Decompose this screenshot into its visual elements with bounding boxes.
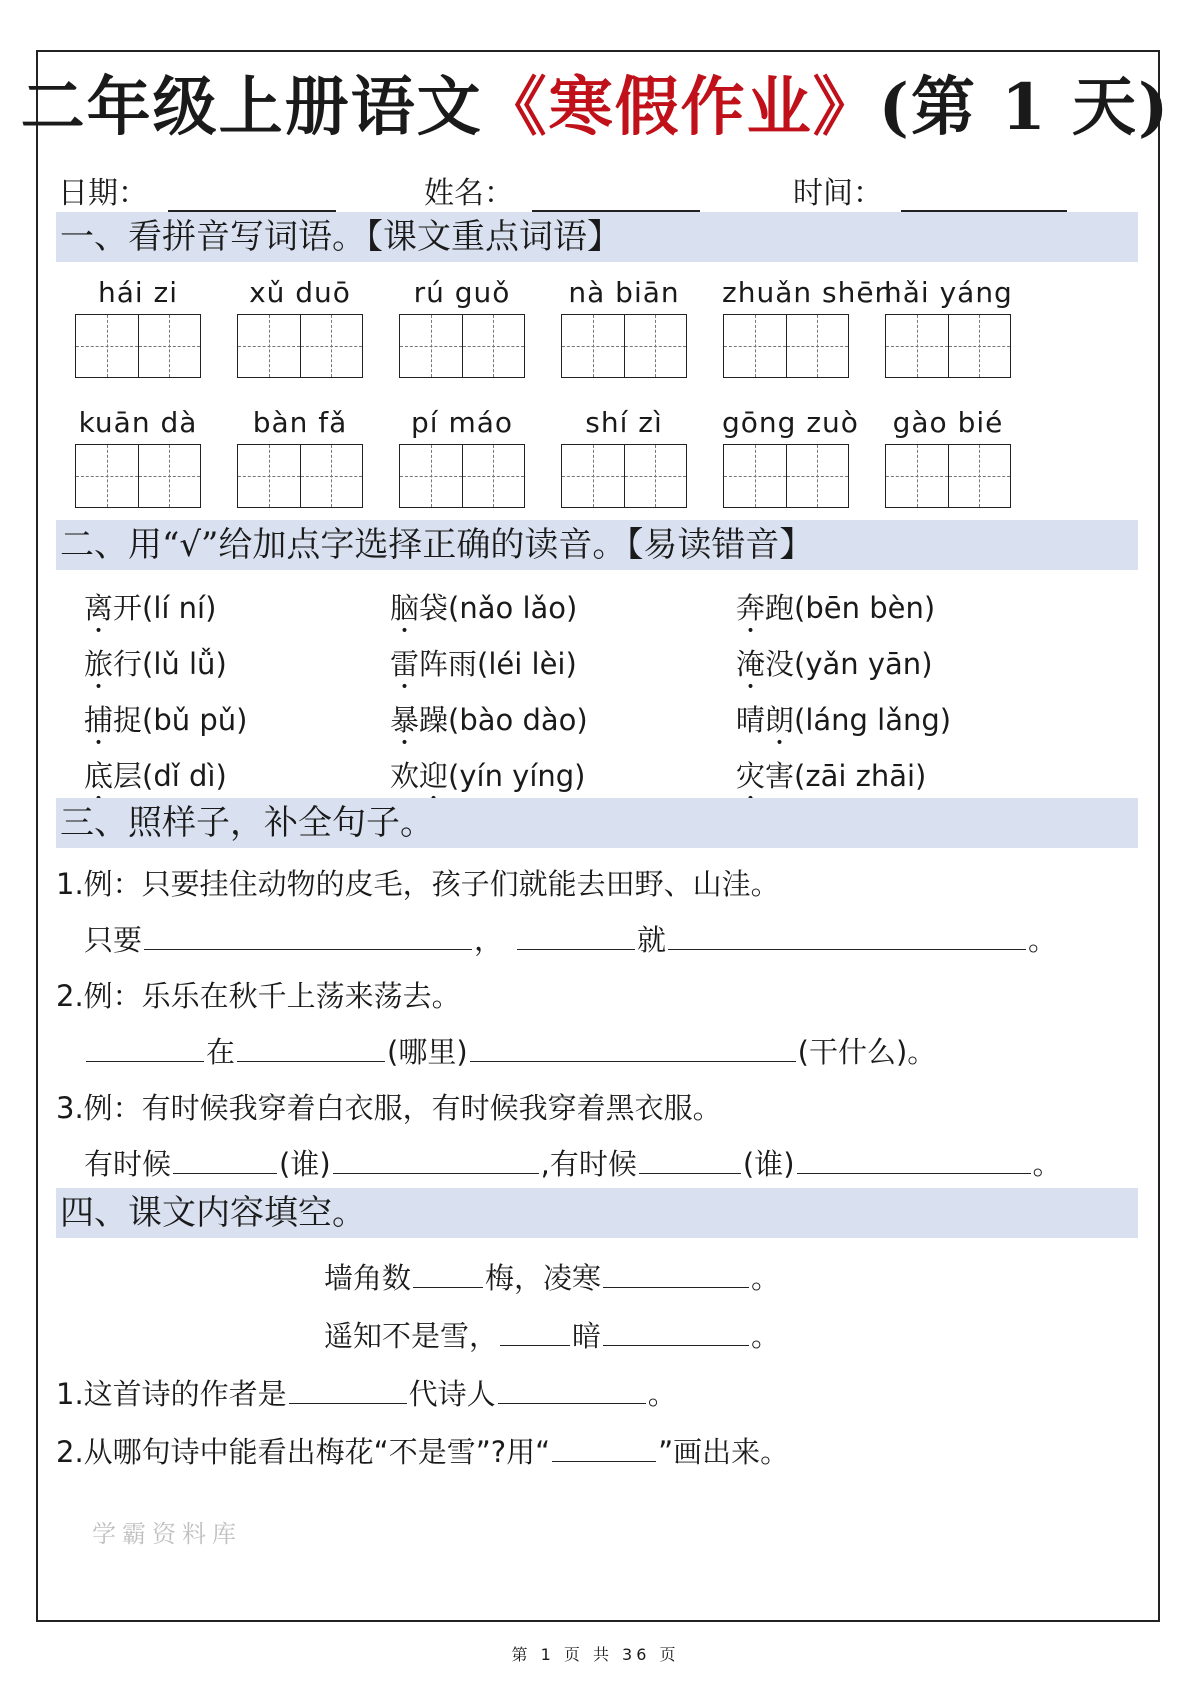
reading-choice[interactable]: 晴朗(láng lǎng)	[736, 703, 952, 737]
dotted-char: 离	[84, 591, 114, 625]
section1-heading: 一、看拼音写词语。【课文重点词语】	[56, 212, 1138, 262]
blank[interactable]	[498, 1373, 646, 1404]
section3-heading: 三、照样子，补全句子。	[56, 798, 1138, 848]
pinyin-text: gōng zuò	[722, 406, 859, 439]
dotted-char: 捕	[84, 703, 114, 737]
question-1: 1.这首诗的作者是 代诗人 。	[56, 1372, 677, 1413]
pinyin-item	[884, 402, 1012, 508]
title-suffix: (第 1 天)	[878, 70, 1171, 145]
pinyin-text: gào bié	[892, 406, 1004, 439]
poem-line-1: 墙角数 梅，凌寒 。	[324, 1256, 780, 1297]
dotted-char: 脑	[390, 591, 420, 625]
blank[interactable]	[797, 1143, 1031, 1174]
blank[interactable]	[668, 919, 1026, 950]
name-label: 姓名：	[424, 176, 514, 211]
dotted-char: 底	[84, 759, 114, 793]
blank[interactable]	[289, 1373, 407, 1404]
pinyin-item	[722, 272, 894, 378]
blank[interactable]	[237, 1031, 385, 1062]
pinyin-item	[398, 402, 526, 508]
pinyin-text: hǎi yáng	[884, 276, 1013, 309]
pinyin-item	[236, 402, 364, 508]
pinyin-text: pí máo	[410, 406, 514, 439]
blank[interactable]	[413, 1257, 483, 1288]
writing-grid[interactable]	[885, 314, 1011, 378]
writing-grid[interactable]	[237, 314, 363, 378]
reading-choice[interactable]: 脑袋(nǎo lǎo)	[390, 591, 578, 625]
pinyin-item	[74, 402, 202, 508]
pinyin-text: kuān dà	[78, 406, 198, 439]
blank[interactable]	[470, 1031, 796, 1062]
blank[interactable]	[517, 919, 635, 950]
example-sentence-2: 2.例：乐乐在秋千上荡来荡去。	[56, 979, 461, 1013]
writing-grid[interactable]	[885, 444, 1011, 508]
blank[interactable]	[86, 1031, 204, 1062]
pinyin-item	[236, 272, 364, 378]
pinyin-text: rú guǒ	[413, 276, 511, 309]
title-prefix: 二年级上册语文	[20, 70, 483, 145]
dotted-char: 灾	[736, 759, 766, 793]
pinyin-item	[560, 402, 688, 508]
writing-grid[interactable]	[561, 314, 687, 378]
dotted-char: 奔	[736, 591, 766, 625]
section4-heading: 四、课文内容填空。	[56, 1188, 1138, 1238]
section2-heading: 二、用“√”给加点字选择正确的读音。【易读错音】	[56, 520, 1138, 570]
dotted-char: 暴	[390, 703, 420, 737]
watermark: 学霸资料库	[92, 1520, 242, 1548]
pinyin-text: shí zì	[585, 406, 663, 439]
reading-choice[interactable]: 淹没(yǎn yān)	[736, 647, 933, 681]
reading-choice[interactable]: 雷阵雨(léi lèi)	[390, 647, 577, 681]
blank[interactable]	[552, 1431, 656, 1462]
poem-line-2: 遥知不是雪， 暗 。	[324, 1314, 780, 1355]
writing-grid[interactable]	[723, 314, 849, 378]
name-input-line[interactable]	[532, 178, 700, 212]
fill-sentence-2: 在 (哪里) (干什么)。	[84, 1030, 936, 1071]
blank[interactable]	[500, 1315, 570, 1346]
pinyin-text: nà biān	[568, 276, 680, 309]
blank[interactable]	[144, 919, 472, 950]
dotted-char: 朗	[765, 703, 795, 737]
pinyin-item	[398, 272, 526, 378]
name-field	[424, 168, 700, 212]
dotted-char: 淹	[736, 647, 766, 681]
reading-choice[interactable]: 离开(lí ní)	[84, 591, 217, 625]
time-field	[793, 168, 1067, 212]
pinyin-item	[560, 272, 688, 378]
reading-choice[interactable]: 暴躁(bào dào)	[390, 703, 588, 737]
date-field	[58, 168, 336, 212]
writing-grid[interactable]	[561, 444, 687, 508]
reading-choice[interactable]: 捕捉(bǔ pǔ)	[84, 703, 248, 737]
example-sentence-3: 3.例：有时候我穿着白衣服，有时候我穿着黑衣服。	[56, 1091, 722, 1125]
pinyin-text: xǔ duō	[249, 276, 351, 309]
pinyin-text: zhuǎn shēn	[722, 276, 894, 309]
reading-choice[interactable]: 奔跑(bēn bèn)	[736, 591, 936, 625]
date-label: 日期：	[58, 176, 148, 211]
blank[interactable]	[603, 1315, 749, 1346]
pinyin-item	[722, 402, 859, 508]
reading-choice[interactable]: 旅行(lǔ lǚ)	[84, 647, 227, 681]
blank[interactable]	[173, 1143, 277, 1174]
writing-grid[interactable]	[75, 444, 201, 508]
pinyin-item	[74, 272, 202, 378]
reading-choice[interactable]: 底层(dǐ dì)	[84, 759, 227, 793]
writing-grid[interactable]	[723, 444, 849, 508]
time-input-line[interactable]	[901, 178, 1067, 212]
writing-grid[interactable]	[399, 314, 525, 378]
fill-sentence-3: 有时候 (谁) ,有时候 (谁) 。	[84, 1142, 1062, 1183]
reading-choice[interactable]: 欢迎(yín yíng)	[390, 759, 586, 793]
dotted-char: 旅	[84, 647, 114, 681]
title-highlight: 《寒假作业》	[482, 70, 879, 145]
time-label: 时间：	[793, 176, 883, 211]
writing-grid[interactable]	[237, 444, 363, 508]
page-title	[0, 56, 1191, 148]
dotted-char: 雷	[390, 647, 420, 681]
fill-sentence-1: 只要 ， 就 。	[84, 918, 1057, 959]
writing-grid[interactable]	[399, 444, 525, 508]
pinyin-item	[884, 272, 1012, 378]
writing-grid[interactable]	[75, 314, 201, 378]
blank[interactable]	[639, 1143, 741, 1174]
blank[interactable]	[603, 1257, 749, 1288]
pinyin-text: bàn fǎ	[252, 406, 348, 439]
pinyin-text: hái zi	[97, 276, 179, 309]
question-2: 2.从哪句诗中能看出梅花“不是雪”?用“ ”画出来。	[56, 1430, 789, 1471]
page-footer: 第 1 页 共 36 页	[511, 1645, 680, 1664]
reading-choice[interactable]: 灾害(zāi zhāi)	[736, 759, 927, 793]
date-input-line[interactable]	[168, 178, 336, 212]
blank[interactable]	[333, 1143, 539, 1174]
dotted-char: 迎	[419, 759, 449, 793]
example-sentence-1: 1.例：只要挂住动物的皮毛，孩子们就能去田野、山洼。	[56, 867, 780, 901]
